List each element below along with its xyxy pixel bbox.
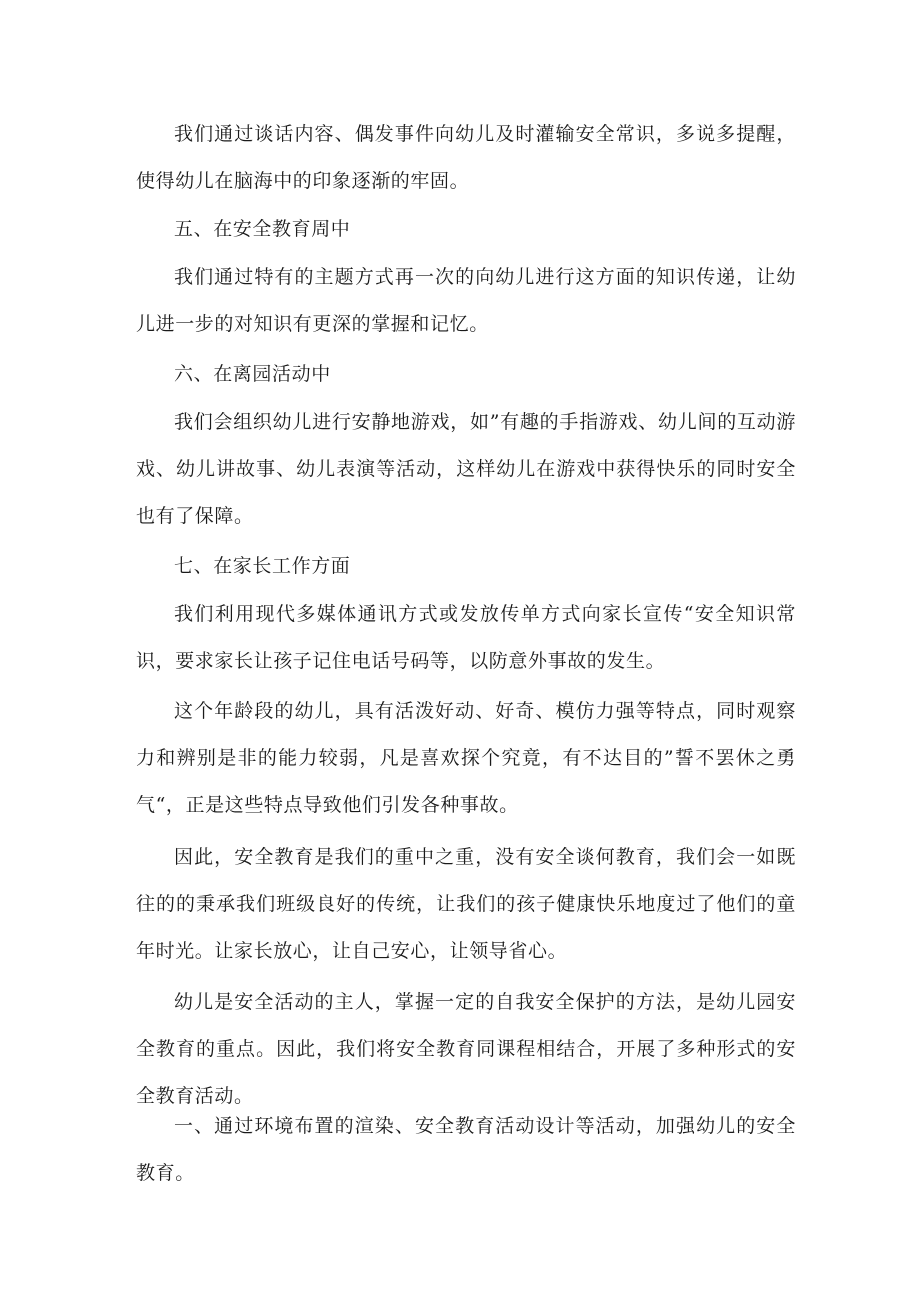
paragraph-safety-week: 我们通过特有的主题方式再一次的向幼儿进行这方面的知识传递，让幼儿进一步的对知识有更深的掌握和记忆。: [136, 266, 796, 335]
heading-section-five: 五、在安全教育周中: [174, 218, 351, 240]
paragraph-safety-priority: 因此，安全教育是我们的重中之重，没有安全谈何教育，我们会一如既往的的秉承我们班级良好的传统，让我们的孩子健康快乐地度过了他们的童年时光。让家长放心，让自己安心，让领导省心。: [136, 846, 796, 962]
heading-section-seven: 七、在家长工作方面: [174, 555, 351, 577]
paragraph-parent-work: 我们利用现代多媒体通讯方式或发放传单方式向家长宣传“安全知识常识，要求家长让孩子记住电话号码等，以防意外事故的发生。: [136, 603, 796, 672]
paragraph-child-traits: 这个年龄段的幼儿，具有活泼好动、好奇、模仿力强等特点，同时观察力和辨别是非的能力较弱，凡是喜欢探个究竟，有不达目的”誓不罢休之勇气“，正是这些特点导致他们引发各种事故。: [136, 700, 796, 816]
paragraph-section-one: 一、通过环境布置的渲染、安全教育活动设计等活动，加强幼儿的安全教育。: [136, 1115, 796, 1184]
paragraph-departure-activities: 我们会组织幼儿进行安静地游戏，如”有趣的手指游戏、幼儿间的互动游戏、幼儿讲故事、幼儿表演等活动，这样幼儿在游戏中获得快乐的同时安全也有了保障。: [136, 411, 796, 527]
paragraph-safety-talks: 我们通过谈话内容、偶发事件向幼儿及时灌输安全常识，多说多提醒，使得幼儿在脑海中的印象逐渐的牢固。: [136, 123, 796, 192]
paragraph-children-safety-owners: 幼儿是安全活动的主人，掌握一定的自我安全保护的方法，是幼儿园安全教育的重点。因此，我们将安全教育同课程相结合，开展了多种形式的安全教育活动。: [136, 991, 796, 1107]
heading-section-six: 六、在离园活动中: [174, 363, 331, 385]
